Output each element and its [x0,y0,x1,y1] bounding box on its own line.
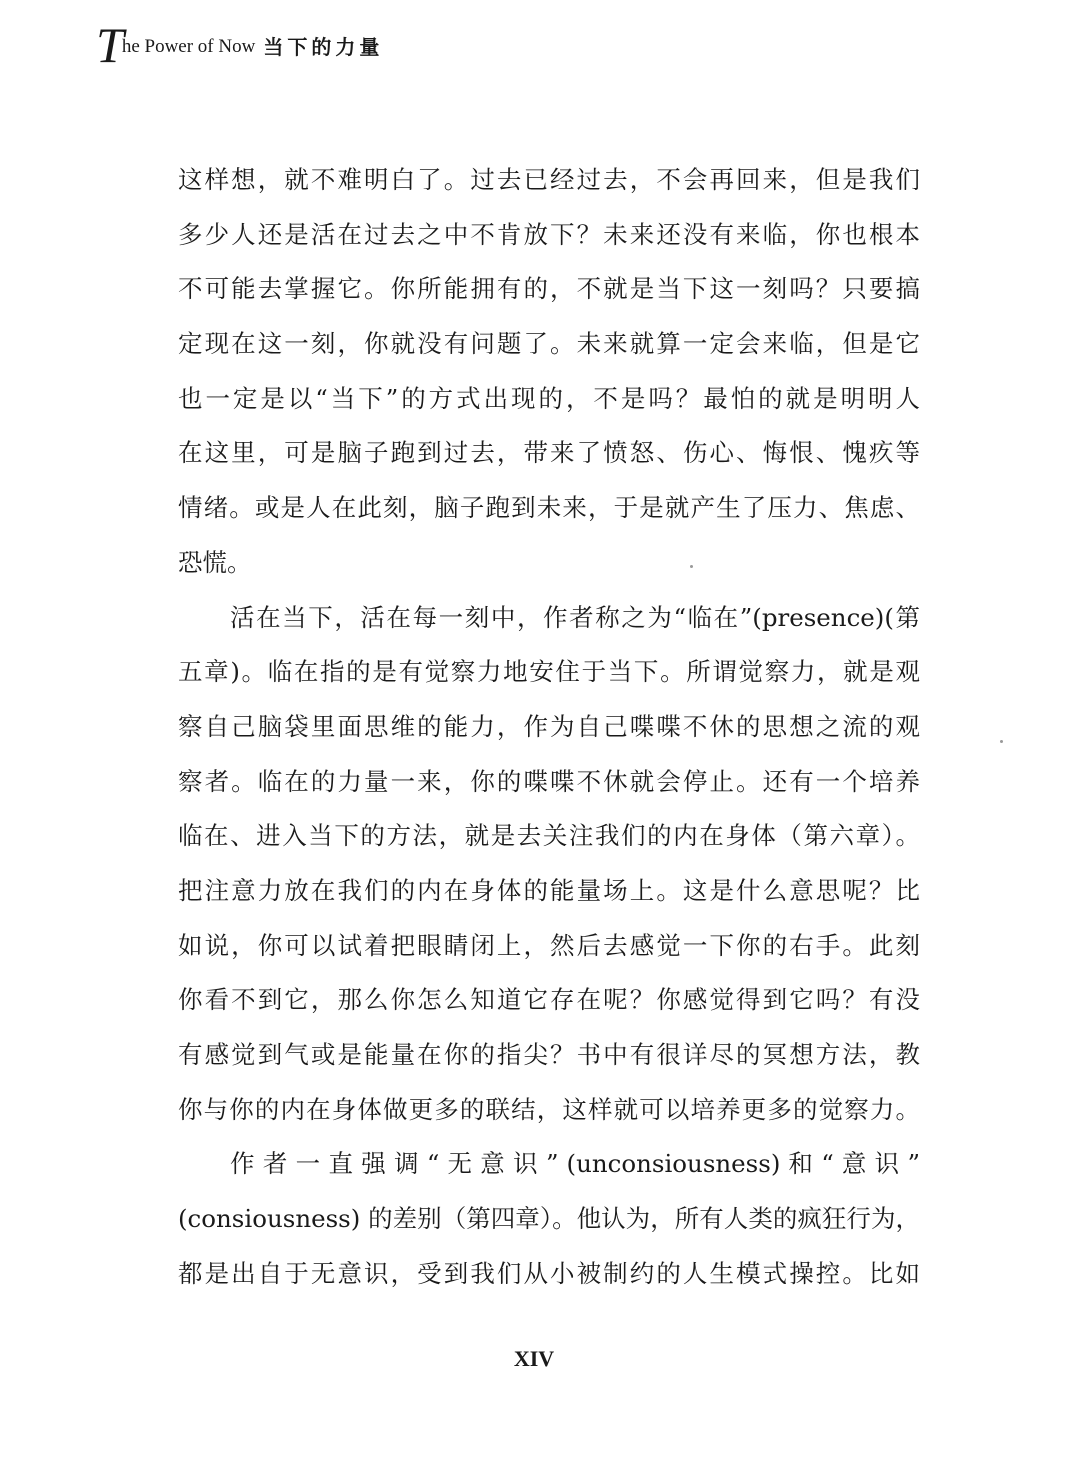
text-line: 你看不到它，那么你怎么知道它存在呢？你感觉得到它吗？有没 [178,985,920,1015]
text-line: 五章)。临在指的是有觉察力地安住于当下。所谓觉察力，就是观 [178,657,920,687]
text-line: 活在当下，活在每一刻中，作者称之为“临在”(presence)(第 [230,602,920,632]
text-line: 情绪。或是人在此刻，脑子跑到未来，于是就产生了压力、焦虑、 [178,493,920,523]
text-line: 有感觉到气或是能量在你的指尖？书中有很详尽的冥想方法，教 [178,1040,920,1069]
text-line: 多少人还是活在过去之中不肯放下？未来还没有来临，你也根本 [178,219,920,249]
scan-speck [1000,740,1003,743]
text-line: 作 者 一 直 强 调 “ 无 意 识 ” (unconsiousness) 和 “ 意 识 ” [230,1149,920,1179]
page-body-text [178,153,920,1301]
text-line: 如说，你可以试着把眼睛闭上，然后去感觉一下你的右手。此刻 [178,930,920,960]
text-line: 在这里，可是脑子跑到过去，带来了愤怒、伤心、悔恨、愧疚等 [178,438,920,468]
book-title-chinese: 当下的力量 [263,35,384,59]
text-line: 也一定是以“当下”的方式出现的，不是吗？最怕的就是明明人 [178,383,920,413]
book-title-english: he Power of Now [121,36,256,57]
text-line: 察自己脑袋里面思维的能力，作为自己喋喋不休的思想之流的观 [178,711,920,741]
scan-speck [690,565,693,568]
running-header [96,14,384,73]
text-line: 恐慌。 [178,547,252,577]
text-line: 定现在这一刻，你就没有问题了。未来就算一定会来临，但是它 [178,329,920,359]
text-line: 你与你的内在身体做更多的联结，这样就可以培养更多的觉察力。 [178,1094,920,1124]
text-line: 不可能去掌握它。你所能拥有的，不就是当下这一刻吗？只要搞 [178,274,920,304]
text-line: 这样想，就不难明白了。过去已经过去，不会再回来，但是我们 [178,165,920,194]
text-line: 临在、进入当下的方法，就是去关注我们的内在身体（第六章）。 [178,821,920,851]
text-line: 都是出自于无意识，受到我们从小被制约的人生模式操控。比如 [178,1258,920,1288]
text-line: (consiousness) 的差别（第四章）。他认为，所有人类的疯狂行为， [178,1204,920,1234]
page-number: XIV [513,1346,555,1371]
text-line: 把注意力放在我们的内在身体的能量场上。这是什么意思呢？比 [178,875,920,905]
book-title-initial: T [96,17,124,73]
text-line: 察者。临在的力量一来，你的喋喋不休就会停止。还有一个培养 [178,766,920,796]
